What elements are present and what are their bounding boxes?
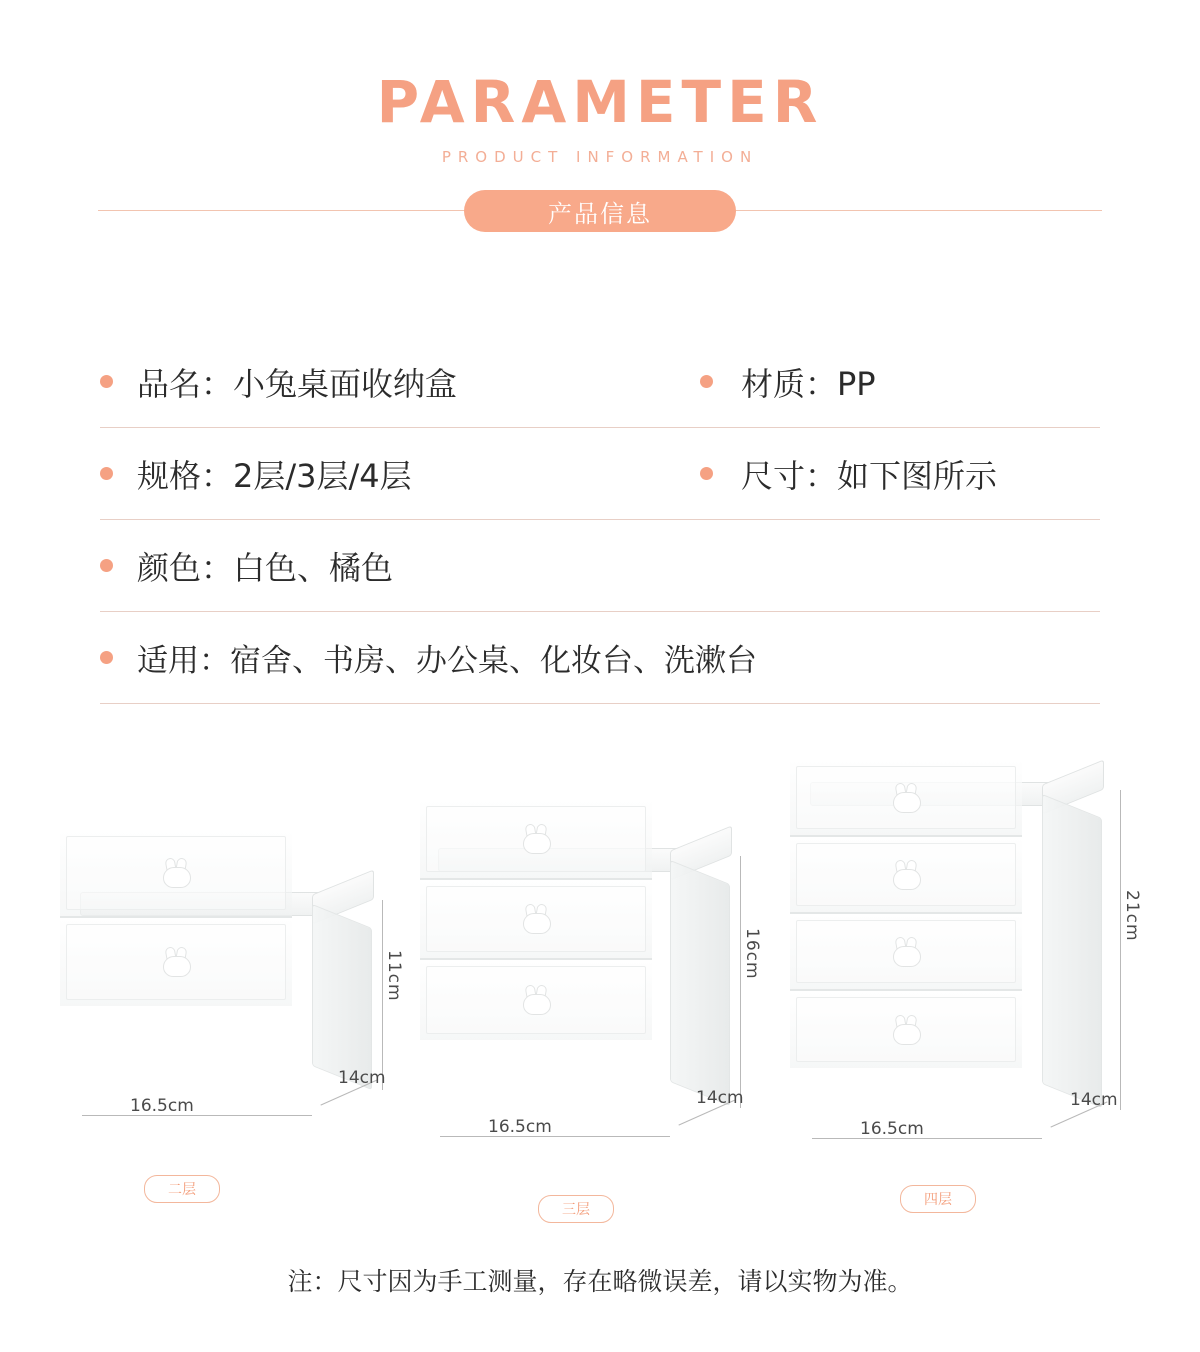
drawer[interactable] — [60, 918, 292, 1006]
header-rule-right — [722, 210, 1102, 211]
measurement-note: 注：尺寸因为手工测量，存在略微误差，请以实物为准。 — [287, 1267, 913, 1296]
rabbit-knob-icon — [893, 937, 919, 967]
product-illustration — [420, 800, 770, 1137]
dim-height-line — [740, 856, 741, 1108]
rabbit-knob-icon — [163, 947, 189, 977]
bullet-icon — [100, 651, 113, 664]
rabbit-knob-icon — [893, 1015, 919, 1045]
dim-width-label: 16.5cm — [488, 1117, 552, 1137]
header-rule-left — [98, 210, 478, 211]
spec-cell-left — [100, 359, 700, 405]
dim-height-line — [382, 900, 383, 1090]
dim-width-label: 16.5cm — [860, 1119, 924, 1139]
drawer[interactable] — [790, 914, 1022, 991]
drawer[interactable] — [420, 800, 652, 880]
drawer[interactable] — [790, 991, 1022, 1068]
dim-height-label: 16cm — [742, 928, 762, 980]
drawer[interactable] — [790, 837, 1022, 914]
spec-row — [100, 520, 1100, 612]
dim-width-line — [82, 1115, 312, 1116]
product-tag-three-layer: 三层 — [538, 1195, 614, 1223]
box-side-face — [312, 904, 372, 1090]
dim-height-line — [1120, 790, 1121, 1110]
dim-width-label: 16.5cm — [130, 1096, 194, 1116]
box-front-body — [420, 800, 652, 1040]
bullet-icon — [100, 559, 113, 572]
rabbit-knob-icon — [523, 824, 549, 854]
spec-size: 尺寸：如下图所示 — [741, 456, 998, 495]
bullet-icon — [700, 375, 713, 388]
rabbit-knob-icon — [893, 783, 919, 813]
rabbit-knob-icon — [893, 860, 919, 890]
dim-width-line — [812, 1138, 1042, 1139]
bullet-icon — [700, 467, 713, 480]
box-front-body — [790, 760, 1022, 1068]
box-front-body — [60, 830, 292, 1006]
box-side-face — [670, 860, 730, 1106]
dim-depth-label: 14cm — [1070, 1090, 1118, 1110]
product-illustration — [60, 830, 404, 1130]
product-tag-two-layer: 二层 — [144, 1175, 220, 1203]
spec-material: 材质：PP — [741, 364, 876, 403]
product-illustration — [790, 760, 1150, 1140]
box-side-face — [1042, 794, 1102, 1108]
product-two-layer — [60, 830, 404, 1198]
spec-cell-left — [100, 543, 700, 589]
dim-depth-label: 14cm — [338, 1068, 386, 1088]
drawer[interactable] — [420, 880, 652, 960]
spec-list — [100, 336, 1100, 704]
rabbit-knob-icon — [523, 985, 549, 1015]
drawer[interactable] — [420, 960, 652, 1040]
page-title: PARAMETER — [376, 68, 824, 136]
bullet-icon — [100, 467, 113, 480]
drawer[interactable] — [60, 830, 292, 918]
product-four-layer — [790, 760, 1150, 1208]
rabbit-knob-icon — [163, 858, 189, 888]
dim-depth-label: 14cm — [696, 1088, 744, 1108]
spec-usage: 适用：宿舍、书房、办公桌、化妆台、洗漱台 — [137, 643, 757, 679]
page-subtitle: PRODUCT INFORMATION — [441, 148, 759, 166]
product-tag-four-layer: 四层 — [900, 1185, 976, 1213]
rabbit-knob-icon — [523, 904, 549, 934]
spec-specification: 规格：2层/3层/4层 — [137, 456, 412, 495]
spec-cell-right — [700, 359, 1100, 405]
dim-width-line — [440, 1136, 670, 1137]
drawer[interactable] — [790, 760, 1022, 837]
spec-row — [100, 428, 1100, 520]
dim-height-label: 21cm — [1122, 890, 1142, 942]
spec-row — [100, 612, 1100, 704]
spec-cell-left — [100, 451, 700, 497]
spec-row — [100, 336, 1100, 428]
product-three-layer — [420, 800, 770, 1218]
spec-color: 颜色：白色、橘色 — [137, 548, 394, 587]
page-header — [0, 0, 1200, 300]
spec-cell-right — [700, 451, 1100, 497]
dim-height-label: 11cm — [384, 950, 404, 1002]
spec-cell-left — [100, 635, 757, 680]
bullet-icon — [100, 375, 113, 388]
section-badge: 产品信息 — [464, 190, 736, 232]
product-gallery — [0, 760, 1200, 1230]
spec-product-name: 品名：小兔桌面收纳盒 — [137, 364, 458, 403]
